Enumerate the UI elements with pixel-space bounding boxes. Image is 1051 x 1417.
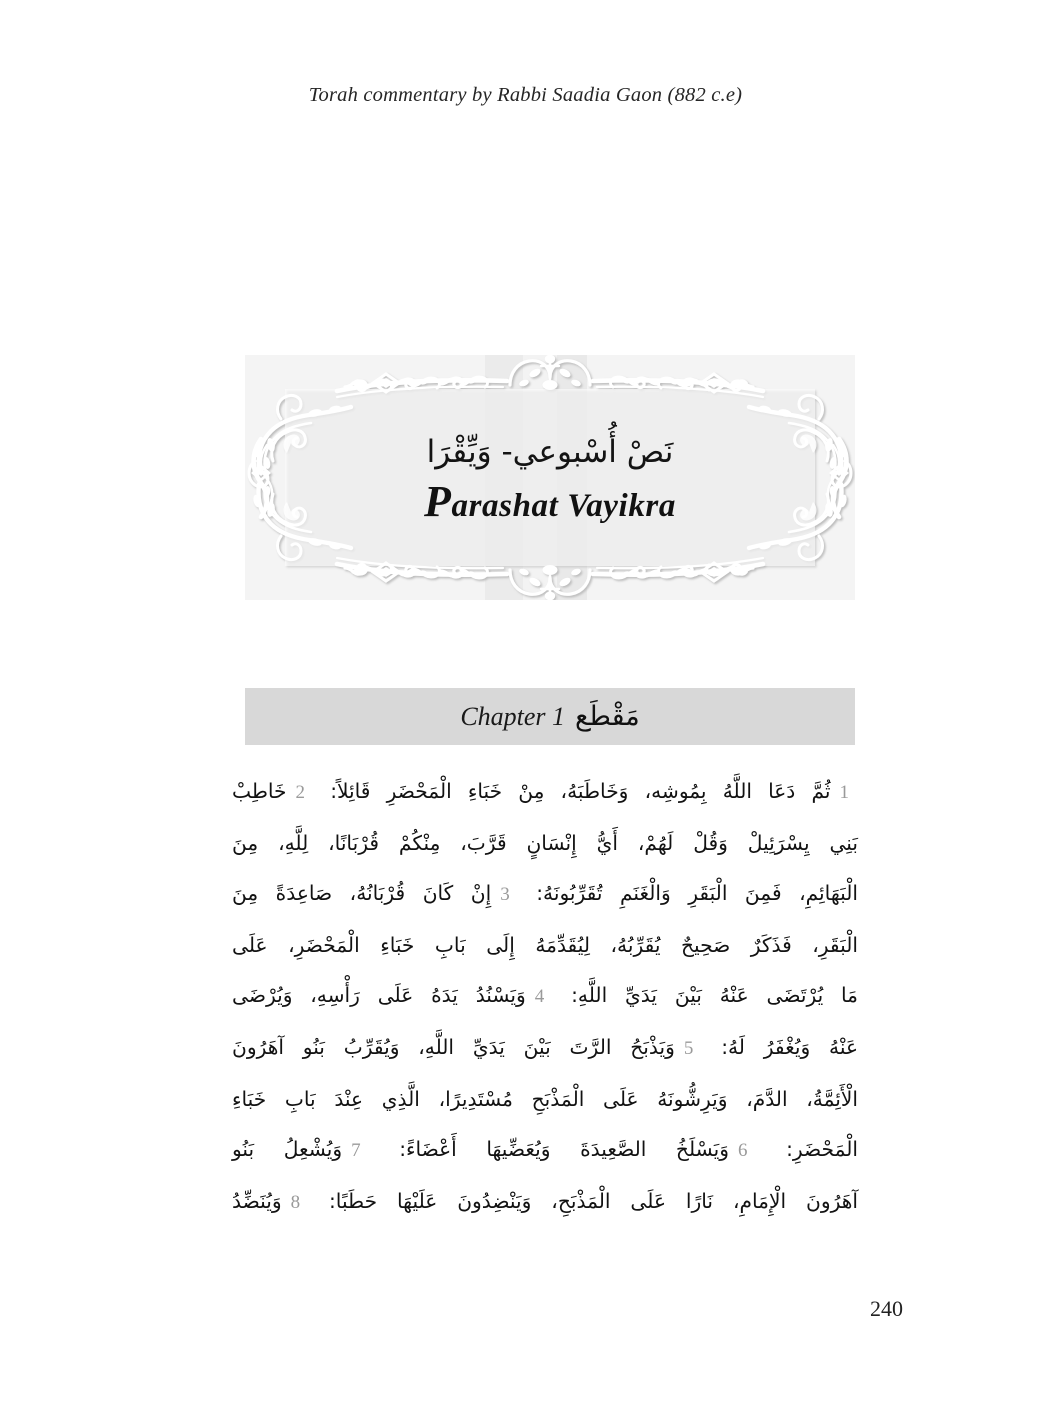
verse-number: 6	[738, 1140, 748, 1161]
scripture-text: وَيُنَضِّدُ	[232, 1189, 282, 1213]
scripture-text: إِنْ كَانَ قُرْبَانُهُ، صَاعِدَةً مِنَ	[232, 881, 492, 905]
chapter-heading-english: Chapter 1	[460, 702, 566, 731]
parashat-title-latin	[424, 476, 676, 526]
scripture-text: مَا يُرْتَضَى عَنْهُ بَيْنَ يَدَيِّ اللَّهِ:	[571, 983, 858, 1007]
scripture-body-text	[232, 766, 858, 1228]
scripture-text: الْبَهَائِمِ، فَمِنَ الْبَقَرِ وَالْغَنَمِ تُقَرِّبُونَهُ:	[536, 881, 858, 905]
scripture-text: ثُمَّ دَعَا اللَّهُ بِمُوشِه، وَخَاطَبَهُ، مِنْ خَبَاءِ الْمَحْضَرِ قَائِلاً:	[330, 779, 831, 803]
scripture-text: وَيَسْنُدُ يَدَهُ عَلَى رَأْسِهِ، وَيُرْضَى	[232, 983, 526, 1007]
page-number: 240	[870, 1296, 903, 1321]
title-plate	[245, 355, 855, 600]
chapter-heading-band	[245, 688, 855, 745]
verse-number: 2	[295, 782, 306, 803]
verse-number: 4	[534, 986, 545, 1007]
scripture-line	[232, 920, 858, 970]
verse-number: 7	[351, 1140, 361, 1161]
running-head: Torah commentary by Rabbi Saadia Gaon (882 c.e)	[308, 84, 743, 106]
scripture-text: وَيُشْعِلُ بَنُو	[232, 1137, 343, 1161]
scripture-text: عَنْهُ وَيُغْفَرُ لَهُ:	[721, 1035, 858, 1059]
scripture-line	[232, 818, 858, 868]
verse-number: 8	[290, 1192, 301, 1213]
scripture-text: الْأَئِمَّةُ، الدَّمَ، وَيَرِشُّونَهُ عَلَى الْمَذْبَحِ مُسْتَدِيرًا، الَّذِي عِنْدَ بَابِ خَبَاءِ	[232, 1087, 858, 1111]
scripture-line	[232, 1022, 858, 1074]
title-plate-content	[245, 355, 855, 600]
verse-number: 5	[683, 1038, 694, 1059]
chapter-heading-row	[460, 701, 639, 732]
scripture-text: وَيَذْبَحُ الرَّتَ بَيْنَ يَدَيِّ اللَّهِ، وَيُقَرِّبُ بَنُو آهَرُونَ	[232, 1035, 675, 1059]
scripture-text: الْمَحْضَرِ:	[786, 1137, 859, 1161]
scripture-text: وَيَسْلَخُ الصَّعِيدَةَ وَيُعَضِّيهَا أَعْضَاءً:	[399, 1137, 730, 1161]
scripture-line	[232, 1176, 858, 1228]
scripture-text: خَاطِبْ	[232, 779, 287, 803]
drop-cap: P	[424, 476, 452, 526]
scripture-line	[232, 1074, 858, 1124]
verse-number: 1	[839, 782, 849, 803]
scripture-text: بَنِي يِسْرَئِيلْ وَقُلْ لَهُمْ، أَيُّ إِنْسَانٍ قَرَّبَ، مِنْكُمْ قُرْبَانًا، لِلَّهِ، مِنَ	[232, 831, 858, 855]
verse-number: 3	[500, 884, 510, 905]
chapter-heading-arabic: مَقْطَع	[575, 701, 640, 732]
scripture-line	[232, 1124, 858, 1176]
scripture-text: الْبَقَرِ، فَذَكَرٌ صَحِيحٌ يُقَرِّبُهُ، لِيُقَدِّمَهُ إِلَى بَابِ خَبَاءِ الْمَحْضَرِ، عَلَى	[232, 933, 858, 957]
scripture-line	[232, 970, 858, 1022]
parashat-title-arabic: نَصْ أُسْبوعي- وَيِّقْرَا	[426, 434, 674, 471]
parashat-title-latin-rest: arashat Vayikra	[451, 487, 676, 524]
scripture-line	[232, 766, 858, 818]
scripture-text: آهَرُونَ الْإِمَامِ، نَارًا عَلَى الْمَذْبَحِ، وَيَنْضِدُونَ عَلَيْهَا حَطَبًا:	[329, 1189, 858, 1213]
scripture-line	[232, 868, 858, 920]
